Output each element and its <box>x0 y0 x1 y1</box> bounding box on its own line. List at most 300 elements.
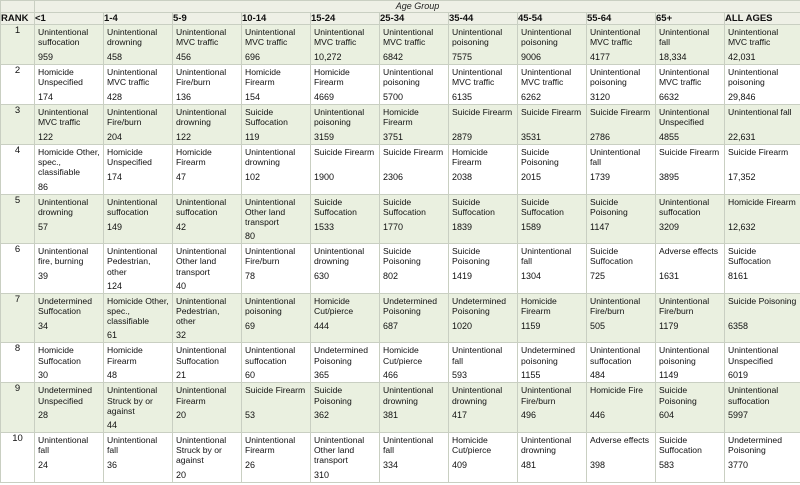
table-cell <box>656 105 725 145</box>
cell-cause: Unintentional Other land transport <box>245 196 296 228</box>
cell-cause: Unintentional MVC traffic <box>452 67 503 88</box>
cell-cause: Unintentional Fire/burn <box>176 67 227 88</box>
cell-cause: Homicide Fire <box>590 385 644 396</box>
cell-count: 593 <box>452 370 468 381</box>
cell-cause: Unintentional fall <box>452 345 503 366</box>
table-cell <box>35 433 104 483</box>
table-cell <box>173 25 242 65</box>
cell-cause: Unintentional MVC traffic <box>314 27 365 48</box>
table-cell <box>311 383 380 433</box>
cell-cause: Unintentional drowning <box>107 27 158 48</box>
cell-cause: Unintentional Struck by or against <box>176 435 227 466</box>
cell-cause: Homicide Firearm <box>176 147 212 168</box>
table-cell <box>311 244 380 294</box>
cell-cause: Unintentional MVC traffic <box>590 27 641 48</box>
cell-count: 3159 <box>314 132 335 142</box>
table-cell <box>656 194 725 244</box>
cell-cause: Unintentional drowning <box>176 107 227 128</box>
cell-cause: Unintentional MVC traffic <box>521 67 572 88</box>
table-cell <box>242 65 311 105</box>
table-cell <box>380 383 449 433</box>
cell-count: 362 <box>314 410 330 421</box>
cell-count: 149 <box>107 221 123 232</box>
cell-cause: Unintentional poisoning <box>314 107 365 128</box>
cell-cause: Undetermined Poisoning <box>452 295 506 317</box>
table-body <box>1 1 800 483</box>
cell-count: 17,352 <box>728 172 756 182</box>
cell-count: 398 <box>590 460 606 471</box>
row-rank: 4 <box>1 145 35 195</box>
cell-cause: Unintentional fall <box>521 246 572 267</box>
cell-cause: Unintentional Suffocation <box>176 345 227 366</box>
cell-count: 334 <box>383 460 399 471</box>
cell-count: 122 <box>176 132 192 142</box>
group-header-spacer <box>1 1 35 13</box>
table-row <box>1 383 800 433</box>
cell-cause: Unintentional MVC traffic <box>38 107 89 128</box>
cell-count: 22,631 <box>728 132 756 142</box>
cell-count: 6358 <box>728 320 749 331</box>
table-cell <box>173 433 242 483</box>
row-rank: 2 <box>1 65 35 105</box>
cell-cause: Homicide Cut/pierce <box>452 435 492 456</box>
cell-cause: Suicide Suffocation <box>659 435 702 456</box>
cell-cause: Undetermined Suffocation <box>38 295 92 317</box>
cell-cause: Homicide Firearm <box>107 345 143 366</box>
table-cell <box>587 293 656 343</box>
cell-cause: Unintentional drowning <box>452 385 503 406</box>
table-row <box>1 25 800 65</box>
cell-count: 34 <box>38 320 49 331</box>
cell-cause: Homicide Other, spec., classifiable <box>107 295 169 327</box>
cell-count: 174 <box>38 92 54 102</box>
cell-cause: Unintentional suffocation <box>245 345 296 366</box>
cell-count: 4855 <box>659 132 680 142</box>
cell-count: 2786 <box>590 132 611 142</box>
cell-count: 1589 <box>521 221 542 232</box>
row-rank: 7 <box>1 293 35 343</box>
row-rank: 3 <box>1 105 35 145</box>
table-cell <box>242 343 311 383</box>
cell-cause: Unintentional fall <box>38 435 89 456</box>
row-rank: 9 <box>1 383 35 433</box>
table-cell <box>311 105 380 145</box>
cell-count: 42 <box>176 221 187 232</box>
cell-cause: Suicide Poisoning <box>728 295 797 306</box>
table-cell <box>725 194 800 244</box>
table-cell <box>449 343 518 383</box>
column-header-5-9: 5-9 <box>173 13 242 25</box>
cell-cause: Suicide Suffocation <box>245 107 288 128</box>
row-rank: 10 <box>1 433 35 483</box>
table-cell <box>518 343 587 383</box>
table-cell <box>104 244 173 294</box>
cell-cause: Unintentional fall <box>728 107 792 117</box>
column-header-35-44: 35-44 <box>449 13 518 25</box>
cell-count: 1739 <box>590 172 611 182</box>
cell-cause: Suicide Suffocation <box>728 246 771 267</box>
cell-count: 1179 <box>659 320 679 331</box>
cell-count: 21 <box>176 370 187 381</box>
table-cell <box>449 433 518 483</box>
cell-cause: Unintentional poisoning <box>383 67 434 88</box>
column-header-45-54: 45-54 <box>518 13 587 25</box>
cell-count: 44 <box>107 420 118 431</box>
cell-count: 20 <box>176 469 187 480</box>
table-row <box>1 105 800 145</box>
table-cell <box>35 25 104 65</box>
table-cell <box>380 433 449 483</box>
cell-count: 687 <box>383 320 399 331</box>
cell-cause: Unintentional MVC traffic <box>659 67 710 88</box>
table-cell <box>104 194 173 244</box>
cell-count: 428 <box>107 92 123 102</box>
cell-count: 6135 <box>452 92 473 102</box>
cell-cause: Suicide Suffocation <box>521 196 564 217</box>
table-cell <box>242 383 311 433</box>
cell-cause: Unintentional Fire/burn <box>659 295 710 317</box>
cell-cause: Adverse effects <box>590 435 650 446</box>
table-cell <box>104 145 173 195</box>
table-cell <box>380 343 449 383</box>
cell-count: 959 <box>38 52 54 62</box>
row-rank: 1 <box>1 25 35 65</box>
table-cell <box>656 244 725 294</box>
table-cell <box>725 25 800 65</box>
table-cell <box>380 194 449 244</box>
cell-cause: Homicide Firearm <box>728 196 796 207</box>
cell-count: 6019 <box>728 370 749 381</box>
table-cell <box>725 105 800 145</box>
table-cell <box>725 433 800 483</box>
table-cell <box>104 343 173 383</box>
column-header-65plus: 65+ <box>656 13 725 25</box>
cell-count: 484 <box>590 370 606 381</box>
cell-cause: Undetermined Poisoning <box>728 435 782 456</box>
table-cell <box>104 383 173 433</box>
column-header-lt1: <1 <box>35 13 104 25</box>
cell-cause: Unintentional Unspecified <box>659 107 710 128</box>
cell-count: 417 <box>452 410 468 421</box>
table-cell <box>380 105 449 145</box>
table-cell <box>242 145 311 195</box>
table-cell <box>449 293 518 343</box>
cell-count: 60 <box>245 370 256 381</box>
cell-count: 444 <box>314 320 330 331</box>
cell-count: 32 <box>176 330 187 341</box>
cell-count: 154 <box>245 92 261 102</box>
cell-count: 3751 <box>383 132 404 142</box>
cell-cause: Unintentional poisoning <box>590 67 641 88</box>
cell-count: 57 <box>38 221 49 232</box>
cell-count: 42,031 <box>728 52 756 62</box>
cell-cause: Homicide Firearm <box>452 147 488 168</box>
cell-cause: Unintentional MVC traffic <box>383 27 434 48</box>
cell-count: 2015 <box>521 172 542 182</box>
table-cell <box>656 343 725 383</box>
table-cell <box>587 383 656 433</box>
cell-cause: Unintentional Fire/burn <box>107 107 158 128</box>
cell-cause: Suicide Poisoning <box>590 196 628 217</box>
table-cell <box>725 244 800 294</box>
cell-count: 8161 <box>728 271 749 282</box>
table-row <box>1 65 800 105</box>
age-group-header: Age Group <box>35 1 800 13</box>
table-cell <box>449 244 518 294</box>
cell-count: 365 <box>314 370 330 381</box>
cell-count: 1147 <box>590 221 610 232</box>
cell-cause: Homicide Cut/pierce <box>383 345 423 366</box>
table-cell <box>311 293 380 343</box>
table-cell <box>35 194 104 244</box>
cell-cause: Unintentional Unspecified <box>728 345 779 366</box>
table-cell <box>311 65 380 105</box>
cell-cause: Undetermined Poisoning <box>314 345 368 366</box>
cell-cause: Unintentional suffocation <box>728 385 779 406</box>
cell-count: 1149 <box>659 370 679 381</box>
column-header-15-24: 15-24 <box>311 13 380 25</box>
column-header-10-14: 10-14 <box>242 13 311 25</box>
cell-cause: Homicide Unspecified <box>107 147 152 168</box>
cell-cause: Unintentional Struck by or against <box>107 385 158 416</box>
cell-cause: Suicide Poisoning <box>521 147 559 168</box>
table-cell <box>656 293 725 343</box>
cell-cause: Unintentional suffocation <box>38 27 89 48</box>
table-row <box>1 145 800 195</box>
cell-count: 696 <box>245 52 261 62</box>
column-header-rank: RANK <box>1 13 35 25</box>
table-cell <box>35 244 104 294</box>
cell-count: 30 <box>38 370 49 381</box>
cell-count: 4177 <box>590 52 611 62</box>
table-cell <box>725 293 800 343</box>
cell-count: 6262 <box>521 92 542 102</box>
cell-count: 204 <box>107 132 123 142</box>
cell-count: 1900 <box>314 172 335 182</box>
cell-cause: Homicide Unspecified <box>38 67 83 88</box>
table-cell <box>104 433 173 483</box>
table-cell <box>380 65 449 105</box>
table-row <box>1 293 800 343</box>
table-cell <box>656 145 725 195</box>
cell-cause: Adverse effects <box>659 246 719 257</box>
cell-count: 725 <box>590 271 606 282</box>
cell-count: 1419 <box>452 271 473 282</box>
table-cell <box>656 65 725 105</box>
cell-count: 174 <box>107 172 123 182</box>
cell-cause: Unintentional Pedestrian, other <box>107 246 158 277</box>
cell-cause: Unintentional Fire/burn <box>590 295 641 317</box>
cell-cause: Homicide Firearm <box>383 107 419 128</box>
cell-count: 47 <box>176 172 187 182</box>
cell-cause: Unintentional MVC traffic <box>176 27 227 48</box>
table-cell <box>35 343 104 383</box>
table-cell <box>35 383 104 433</box>
cell-count: 3770 <box>728 460 749 471</box>
table-cell <box>104 105 173 145</box>
table-cell <box>242 194 311 244</box>
cell-count: 9006 <box>521 52 542 62</box>
table-cell <box>518 65 587 105</box>
table-row <box>1 194 800 244</box>
cell-cause: Unintentional drowning <box>521 435 572 456</box>
table-cell <box>656 25 725 65</box>
cell-count: 630 <box>314 271 330 282</box>
cell-cause: Unintentional drowning <box>245 147 296 168</box>
cell-cause: Suicide Firearm <box>245 385 306 396</box>
cell-cause: Unintentional poisoning <box>245 295 296 317</box>
age-group-header-row <box>1 1 800 13</box>
table-cell <box>587 244 656 294</box>
cell-cause: Unintentional suffocation <box>659 196 710 217</box>
cell-cause: Unintentional suffocation <box>176 196 227 217</box>
table-cell <box>311 343 380 383</box>
table-cell <box>449 383 518 433</box>
cell-count: 456 <box>176 52 192 62</box>
cell-cause: Unintentional suffocation <box>590 345 641 366</box>
table-cell <box>449 145 518 195</box>
table-cell <box>725 145 800 195</box>
cell-count: 24 <box>38 460 49 471</box>
cell-count: 458 <box>107 52 123 62</box>
cell-count: 78 <box>245 271 256 282</box>
cell-cause: Homicide Other, spec., classifiable <box>38 147 100 178</box>
cell-count: 3120 <box>590 92 611 102</box>
table-cell <box>242 293 311 343</box>
cell-count: 381 <box>383 410 399 421</box>
cell-cause: Suicide Suffocation <box>314 196 357 217</box>
cell-cause: Undetermined Unspecified <box>38 385 92 406</box>
table-cell <box>518 293 587 343</box>
table-cell <box>518 194 587 244</box>
cell-cause: Suicide Poisoning <box>452 246 490 267</box>
table-cell <box>35 145 104 195</box>
cell-count: 505 <box>590 320 606 331</box>
table-cell <box>518 105 587 145</box>
cell-count: 5700 <box>383 92 404 102</box>
cell-count: 29,846 <box>728 92 756 102</box>
cell-cause: Unintentional poisoning <box>728 67 779 88</box>
cell-count: 3531 <box>521 132 542 142</box>
cell-count: 48 <box>107 370 118 381</box>
table-cell <box>35 293 104 343</box>
cell-cause: Suicide Firearm <box>659 147 720 157</box>
table-cell <box>173 65 242 105</box>
cell-cause: Unintentional drowning <box>383 385 434 406</box>
table-cell <box>173 343 242 383</box>
cell-count: 5997 <box>728 410 749 421</box>
cell-count: 61 <box>107 330 118 341</box>
table-cell <box>380 244 449 294</box>
cell-cause: Suicide Firearm <box>383 147 444 157</box>
table-cell <box>449 105 518 145</box>
cell-count: 28 <box>38 410 49 421</box>
cell-cause: Suicide Suffocation <box>452 196 495 217</box>
cell-cause: Unintentional fall <box>383 435 434 456</box>
cell-cause: Suicide Poisoning <box>314 385 352 406</box>
table-cell <box>518 145 587 195</box>
cell-count: 124 <box>107 280 123 291</box>
cell-cause: Unintentional Other land transport <box>314 435 365 466</box>
cell-cause: Suicide Firearm <box>590 107 651 117</box>
table-cell <box>311 433 380 483</box>
cell-count: 122 <box>38 132 54 142</box>
table-row <box>1 343 800 383</box>
table-cell <box>518 433 587 483</box>
table-cell <box>173 383 242 433</box>
cell-count: 310 <box>314 469 330 480</box>
table-cell <box>449 65 518 105</box>
cell-cause: Unintentional Pedestrian, other <box>176 295 227 327</box>
cell-count: 2038 <box>452 172 473 182</box>
cell-cause: Undetermined Poisoning <box>383 295 437 317</box>
cell-count: 102 <box>245 172 261 182</box>
cell-cause: Unintentional poisoning <box>659 345 710 366</box>
cell-count: 6842 <box>383 52 404 62</box>
cell-count: 481 <box>521 460 537 471</box>
table-cell <box>725 383 800 433</box>
cell-count: 1770 <box>383 221 404 232</box>
cell-count: 6632 <box>659 92 680 102</box>
cell-cause: Unintentional drowning <box>38 196 89 217</box>
table-cell <box>587 433 656 483</box>
cell-cause: Unintentional Fire/burn <box>245 246 296 267</box>
column-header-1-4: 1-4 <box>104 13 173 25</box>
table-cell <box>587 25 656 65</box>
cell-count: 3895 <box>659 172 680 182</box>
table-cell <box>173 293 242 343</box>
cell-count: 802 <box>383 271 399 282</box>
cell-cause: Unintentional drowning <box>314 246 365 267</box>
table-cell <box>311 145 380 195</box>
cell-cause: Unintentional Other land transport <box>176 246 227 277</box>
cell-cause: Homicide Suffocation <box>38 345 81 366</box>
cell-cause: Unintentional MVC traffic <box>107 67 158 88</box>
cell-count: 2879 <box>452 132 473 142</box>
cell-cause: Unintentional MVC traffic <box>728 27 779 48</box>
table-cell <box>587 65 656 105</box>
cell-count: 1159 <box>521 320 541 331</box>
table-cell <box>35 65 104 105</box>
cell-count: 1020 <box>452 320 473 331</box>
table-cell <box>587 194 656 244</box>
cell-cause: Homicide Cut/pierce <box>314 295 354 317</box>
table-cell <box>242 244 311 294</box>
cell-cause: Unintentional fall <box>590 147 641 168</box>
cell-cause: Suicide Suffocation <box>590 246 633 267</box>
cell-cause: Unintentional poisoning <box>452 27 503 48</box>
cell-cause: Suicide Firearm <box>728 147 789 157</box>
table-cell <box>449 194 518 244</box>
cell-count: 119 <box>245 132 260 142</box>
table-cell <box>311 25 380 65</box>
table-cell <box>104 25 173 65</box>
cell-count: 4669 <box>314 92 335 102</box>
cell-cause: Unintentional Fire/burn <box>521 385 572 406</box>
cell-cause: Homicide Firearm <box>245 67 281 88</box>
cell-cause: Suicide Poisoning <box>383 246 421 267</box>
column-header-55-64: 55-64 <box>587 13 656 25</box>
table-cell <box>104 293 173 343</box>
cell-count: 40 <box>176 280 187 291</box>
table-cell <box>518 25 587 65</box>
cell-count: 446 <box>590 410 606 421</box>
cell-cause: Undetermined poisoning <box>521 345 575 366</box>
cell-cause: Suicide Poisoning <box>659 385 697 406</box>
cell-count: 136 <box>176 92 192 102</box>
table-cell <box>173 194 242 244</box>
cell-cause: Unintentional suffocation <box>107 196 158 217</box>
